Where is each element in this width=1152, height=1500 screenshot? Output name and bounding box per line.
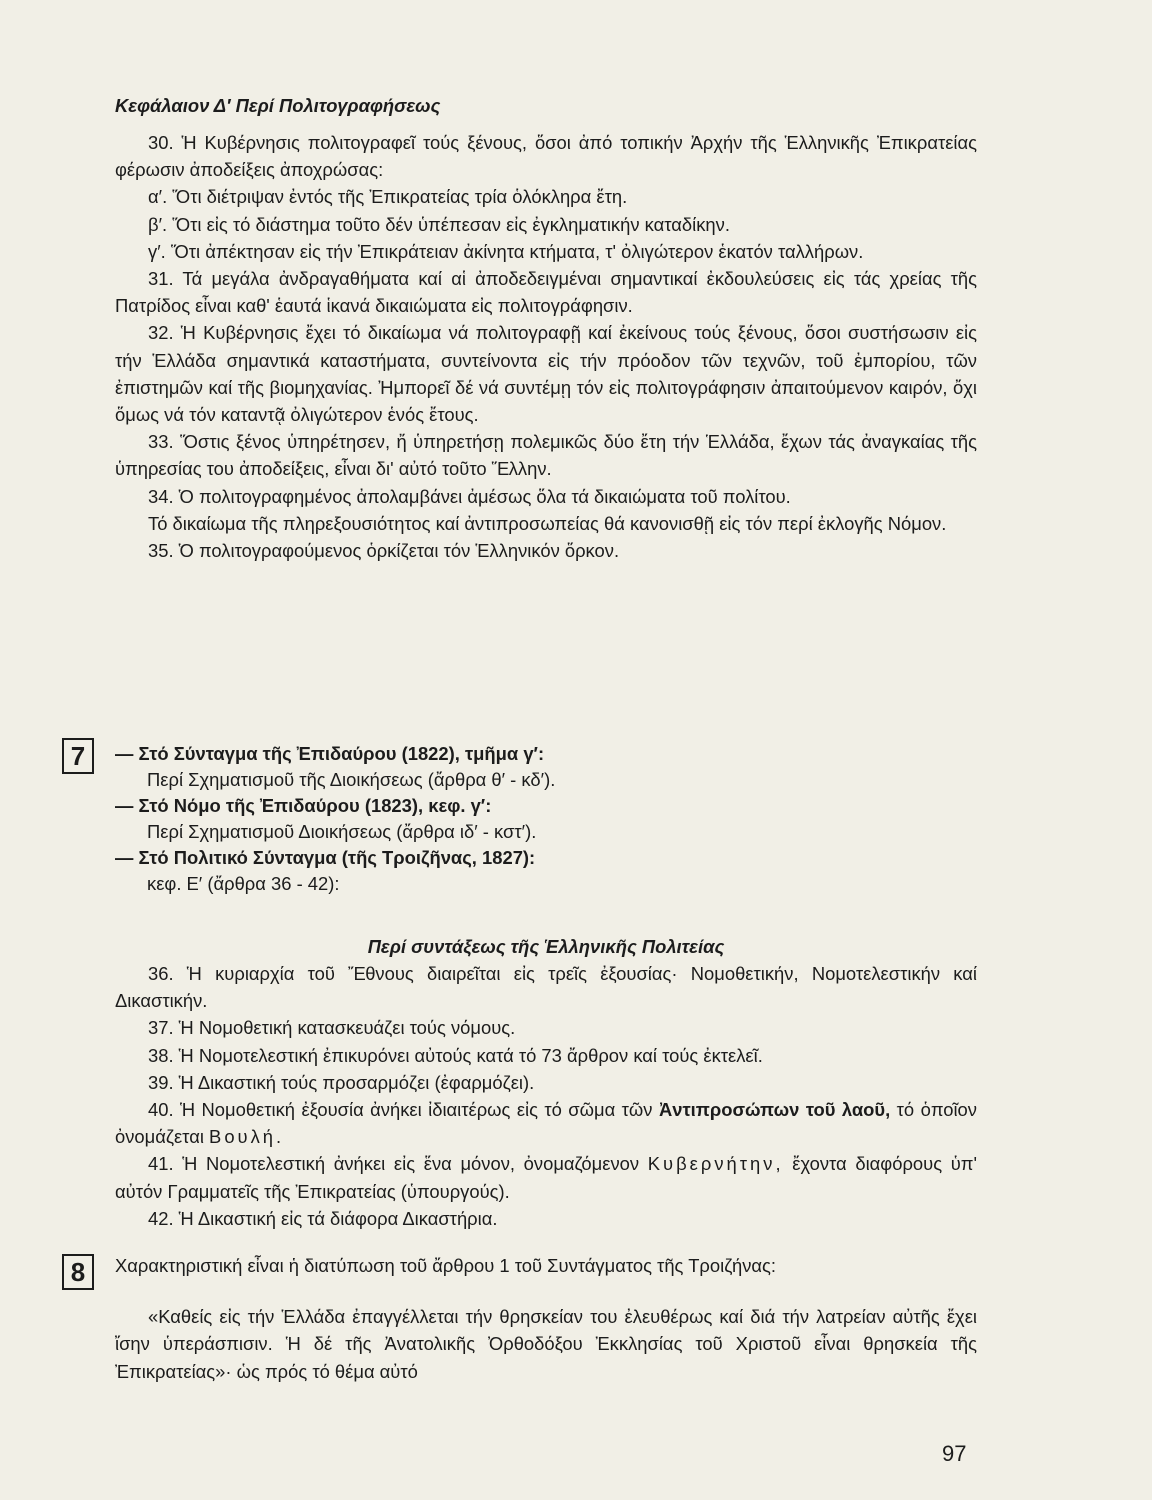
article-30-b: β′. Ὅτι εἰς τό διάστημα τοῦτο δέν ὑπέπεσαν εἰς ἐγκληματικήν καταδίκην. (148, 213, 730, 235)
chapter-title: Κεφάλαιον Δ′ Περί Πολιτογραφήσεως (115, 95, 441, 116)
note-7-line-1: — Στό Σύνταγμα τῆς Ἐπιδαύρου (1822), τμῆμα γ′: (115, 743, 545, 764)
note-7-line-3: — Στό Πολιτικό Σύνταγμα (τῆς Τροιζῆνας, 1827): (115, 847, 536, 868)
article-40-text: 40. Ἡ Νομοθετική ἐξουσία ἀνήκει ἰδιαιτέρως εἰς τό σῶμα τῶν (148, 1099, 653, 1121)
article-35: 35. Ὁ πολιτογραφούμενος ὁρκίζεται τόν Ἑλληνικόν ὅρκον. (148, 540, 620, 562)
article-40-mid: τό ὁποῖον ὀνομάζεται (115, 1099, 977, 1148)
note-8-quote: «Καθείς εἰς τήν Ἑλλάδα ἐπαγγέλλεται τήν θρησκείαν του ἐλευθέρως καί διά τήν λατρείαν αὐτῆς ἔχει ἴσην ὑπεράσπισιν. Ἡ δέ τῆς Ἀνατολικῆς Ὀρθοδόξου Ἐκκλησίας τοῦ Χριστοῦ εἶναι θρησκεία τῆς Ἐπικρατείας»· ὡς πρός τό θέμα αὐτό (115, 1306, 977, 1382)
note-7-sub-3: κεφ. Ε′ (ἄρθρα 36 - 42): (147, 873, 340, 894)
chapter-section (115, 92, 977, 564)
note-7-line-2: — Στό Νόμο τῆς Ἐπιδαύρου (1823), κεφ. γ′: (115, 795, 492, 816)
article-37: 37. Ἡ Νομοθετική κατασκευάζει τούς νόμους. (148, 1017, 516, 1039)
article-36: 36. Ἡ κυριαρχία τοῦ Ἔθνους διαιρεῖται εἰς τρεῖς ἐξουσίας· Νομοθετικήν, Νομοτελεστικήν καί Δικαστικήν. (115, 963, 977, 1012)
article-41-text: 41. Ἡ Νομοτελεστική ἀνήκει εἰς ἕνα μόνον, ὀνομαζόμενον (148, 1153, 640, 1175)
article-30-a: α′. Ὅτι διέτριψαν ἐντός τῆς Ἐπικρατείας τρία ὁλόκληρα ἔτη. (148, 186, 628, 208)
article-39: 39. Ἡ Δικαστική τούς προσαρμόζει (ἐφαρμόζει). (148, 1071, 535, 1093)
article-30: 30. Ἡ Κυβέρνησις πολιτογραφεῖ τούς ξένους, ὅσοι ἀπό τοπικήν Ἀρχήν τῆς Ἑλληνικῆς Ἐπικρατείας φέρωσιν ἀποδείξεις ἀποχρώσας: (115, 132, 977, 181)
article-34: 34. Ὁ πολιτογραφημένος ἀπολαμβάνει ἀμέσως ὅλα τά δικαιώματα τοῦ πολίτου. (148, 485, 791, 507)
article-30-c: γ′. Ὅτι ἀπέκτησαν εἰς τήν Ἐπικράτειαν ἀκίνητα κτήματα, τ' ὀλιγώτερον ἑκατόν ταλλήρων. (148, 240, 864, 262)
note-8-intro: Χαρακτηριστική εἶναι ἡ διατύπωση τοῦ ἄρθρου 1 τοῦ Συντάγματος τῆς Τροιζήνας: (115, 1255, 777, 1276)
page-number: 97 (942, 1441, 967, 1466)
article-31: 31. Τά μεγάλα ἀνδραγαθήματα καί αἱ ἀποδεδειγμέναι σημαντικαί ἐκδουλεύσεις εἰς τάς χρείας τῆς Πατρίδος εἶναι καθ' ἑαυτά ἱκανά δικαιώματα εἰς πολιτογράφησιν. (115, 268, 977, 317)
article-38: 38. Ἡ Νομοτελεστική ἐπικυρόνει αὐτούς κατά τό 73 ἄρθρον καί τούς ἐκτελεῖ. (148, 1044, 763, 1066)
section-title: Περί συντάξεως τῆς Ἑλληνικῆς Πολιτείας (367, 936, 725, 957)
note-7-sub-2: Περί Σχηματισμοῦ Διοικήσεως (ἄρθρα ιδ′ - κστ′). (147, 821, 537, 842)
note-8 (115, 1252, 977, 1385)
article-40-bold: Ἀντιπροσώπων τοῦ λαοῦ, (658, 1099, 891, 1121)
article-32: 32. Ἡ Κυβέρνησις ἔχει τό δικαίωμα νά πολιτογραφῇ καί ἐκείνους τούς ξένους, ὅσοι συστήσωσιν εἰς τήν Ἑλλάδα σημαντικά καταστήματα, συντείνοντα εἰς τήν πρόοδον τῶν τεχνῶν, τοῦ ἐμπορίου, τῶν ἐπιστημῶν καί τῆς βιομηχανίας. Ἠμπορεῖ δέ νά συντέμῃ τόν εἰς πολιτογράφησιν ἀπαιτούμενον καιρόν, ὄχι ὅμως νά τόν καταντᾷ ὀλιγώτερον ἑνός ἔτους. (115, 322, 977, 426)
note-7-sub-1: Περί Σχηματισμοῦ τῆς Διοικήσεως (ἄρθρα θ′ - κδ′). (147, 769, 556, 790)
constitution-section (115, 933, 977, 1232)
note-marker-7: 7 (62, 738, 94, 774)
article-40 (115, 1096, 977, 1150)
article-34-paragraph: Τό δικαίωμα τῆς πληρεξουσιότητος καί ἀντιπροσωπείας θά κανονισθῇ εἰς τόν περί ἐκλογῆς Νόμον. (148, 512, 947, 534)
article-41-post: ἔχοντα διαφόρους ὑπ' αὐτόν Γραμματεῖς τῆς Ἐπικρατείας (ὑπουργούς). (115, 1153, 977, 1202)
article-40-spaced: Βουλή. (209, 1126, 285, 1148)
article-41-spaced: Κυβερνήτην, (647, 1153, 784, 1175)
article-33: 33. Ὅστις ξένος ὑπηρέτησεν, ἤ ὑπηρετήσῃ πολεμικῶς δύο ἔτη τήν Ἑλλάδα, ἔχων τάς ἀναγκαίας τῆς ὑπηρεσίας του ἀποδείξεις, εἶναι δι' αὐτό τοῦτο Ἕλλην. (115, 431, 977, 480)
note-marker-8: 8 (62, 1254, 94, 1290)
article-41 (115, 1150, 977, 1204)
note-7 (115, 741, 977, 897)
article-42: 42. Ἡ Δικαστική εἰς τά διάφορα Δικαστήρια. (148, 1207, 498, 1229)
